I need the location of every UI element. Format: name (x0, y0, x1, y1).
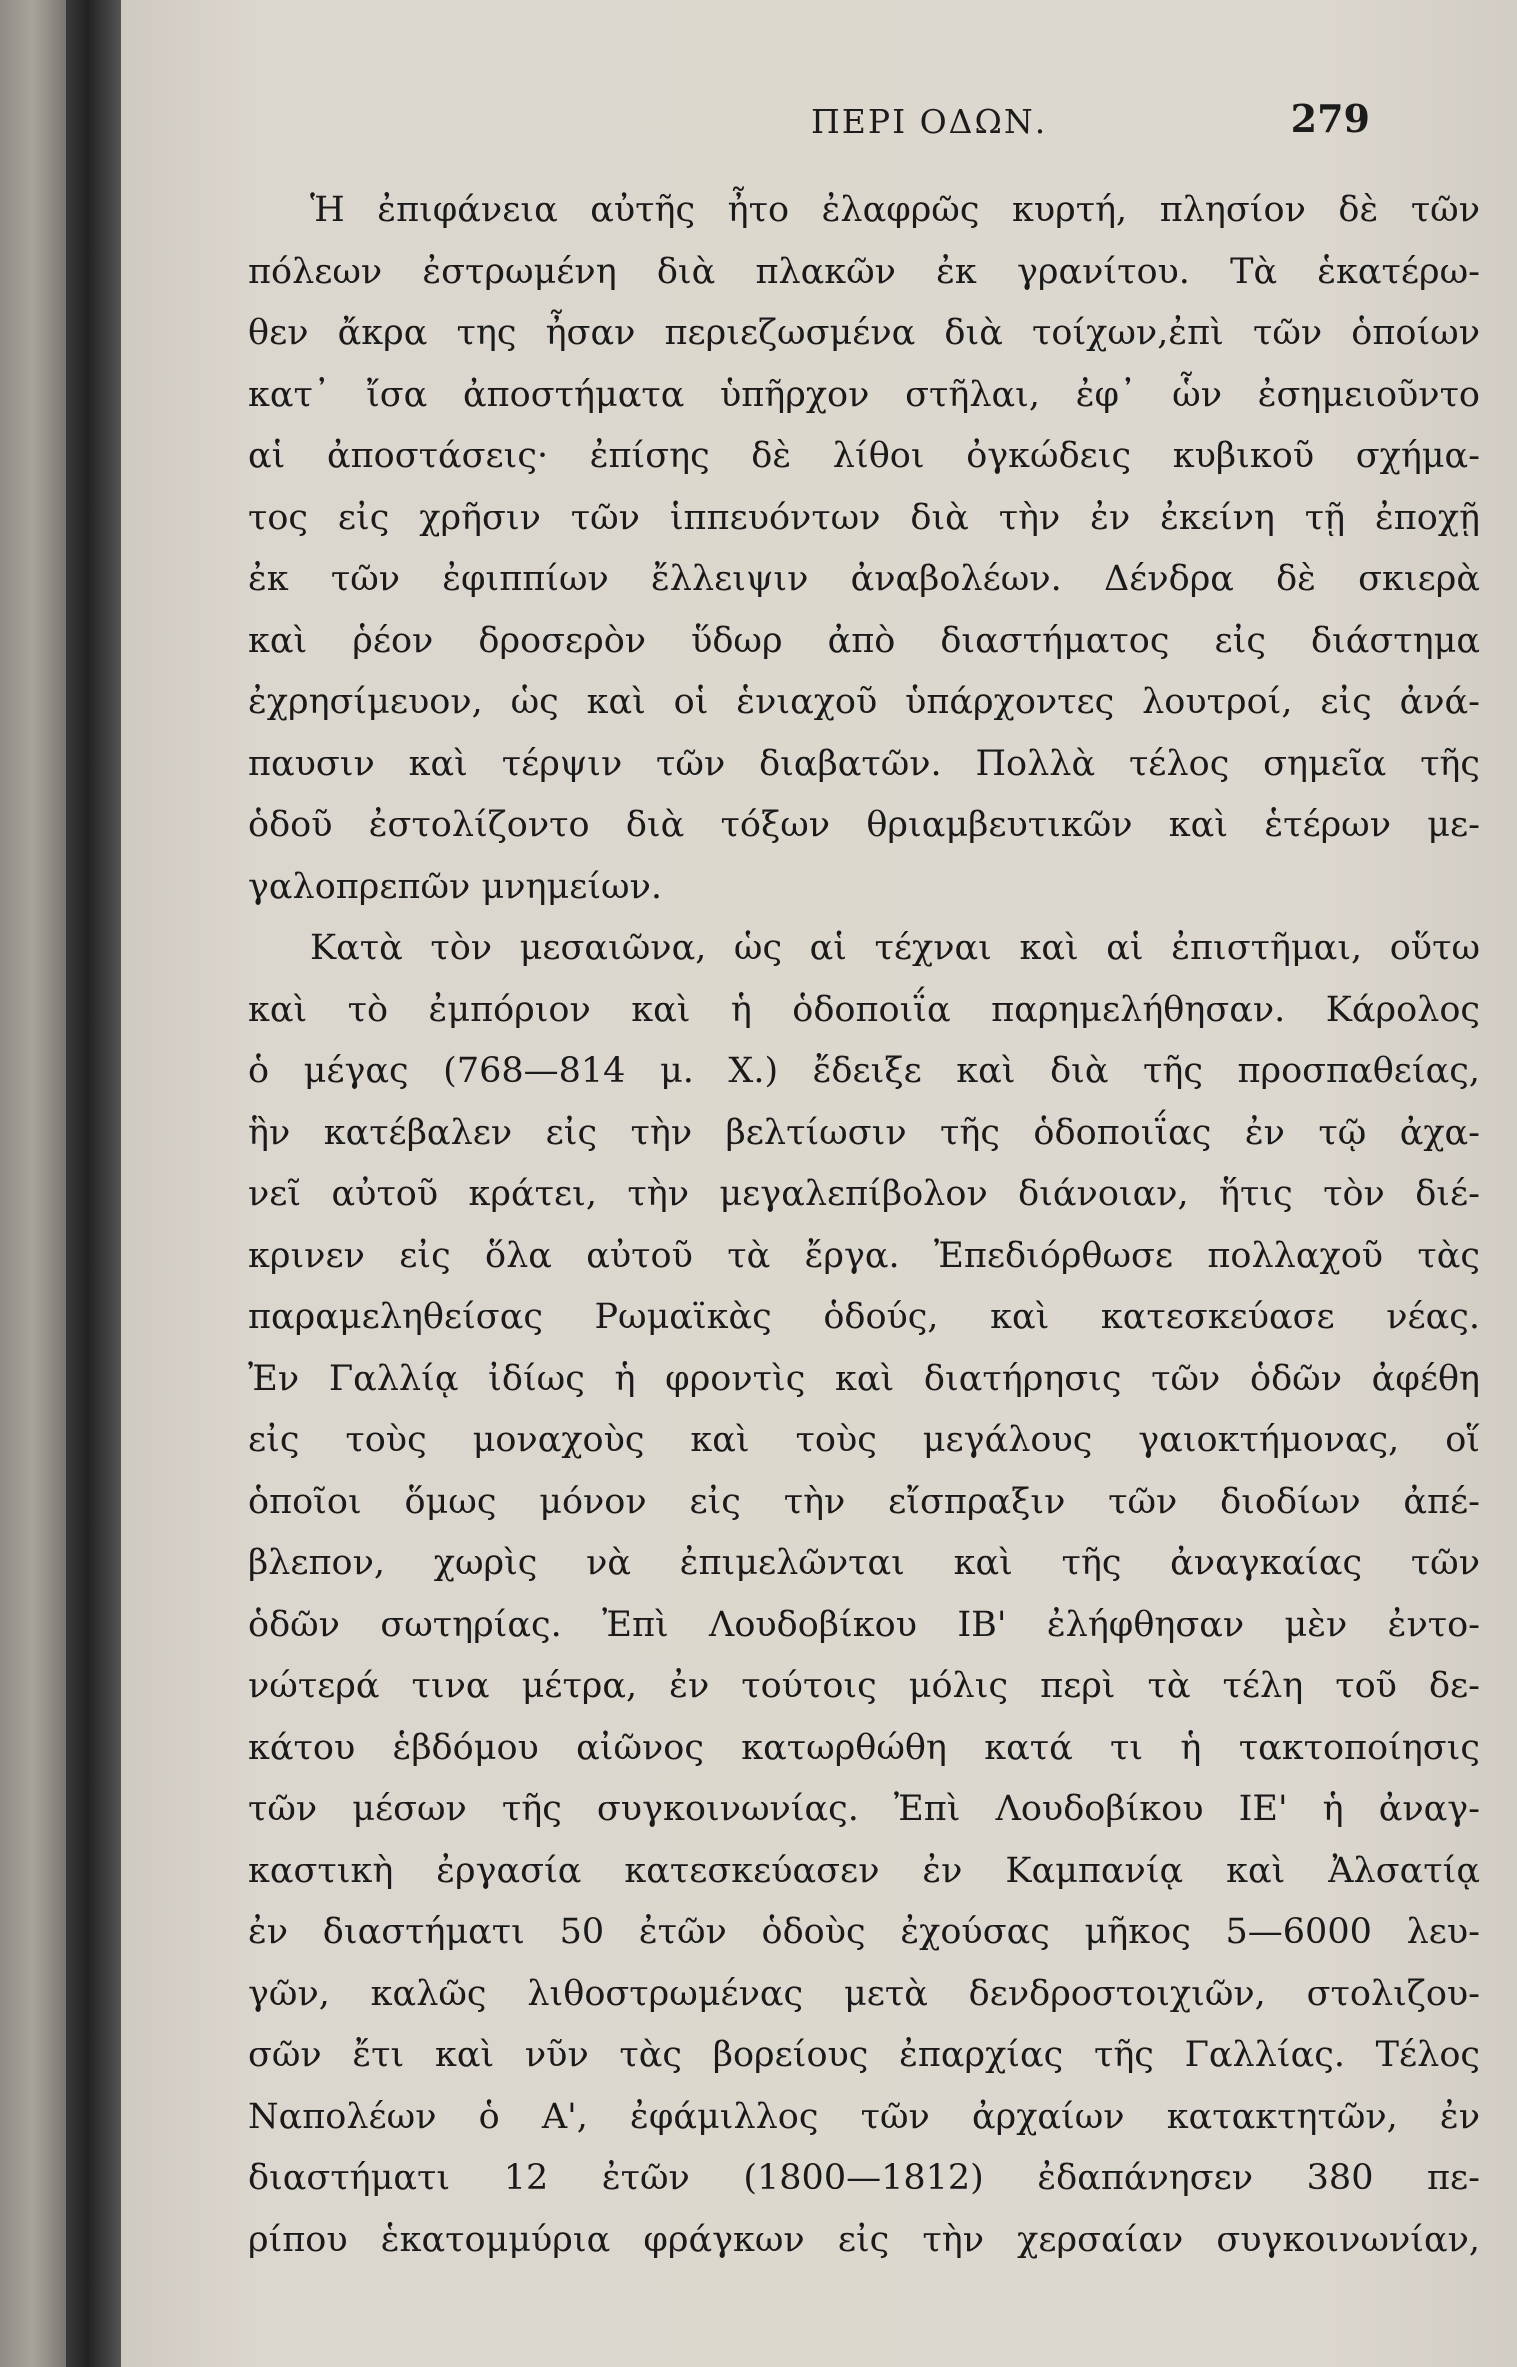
text-line: γαλοπρεπῶν μνημείων. (248, 866, 663, 907)
text-line: Κατὰ τὸν μεσαιῶνα, ὡς αἱ τέχναι καὶ αἱ ἐπιστῆμαι, οὕτω (310, 928, 1480, 968)
text-line: βλεπον, χωρὶς νὰ ἐπιμελῶνται καὶ τῆς ἀναγκαίας τῶν (248, 1543, 1480, 1583)
text-line: ὁποῖοι ὅμως μόνον εἰς τὴν εἴσπραξιν τῶν διοδίων ἀπέ- (248, 1481, 1480, 1522)
text-line: εἰς τοὺς μοναχοὺς καὶ τοὺς μεγάλους γαιοκτήμονας, οἵ (248, 1420, 1480, 1460)
text-line: θεν ἄκρα της ἦσαν περιεζωσμένα διὰ τοίχων,ἐπὶ τῶν ὁποίων (248, 313, 1480, 353)
text-line: ρίπου ἑκατομμύρια φράγκων εἰς τὴν χερσαίαν συγκοινωνίαν, (248, 2219, 1480, 2260)
text-line: Ἡ ἐπιφάνεια αὐτῆς ἦτο ἐλαφρῶς κυρτή, πλησίον δὲ τῶν (310, 190, 1480, 230)
book-binding-shadow (66, 0, 121, 2367)
text-line: σῶν ἔτι καὶ νῦν τὰς βορείους ἐπαρχίας τῆς Γαλλίας. Τέλος (248, 2035, 1480, 2075)
text-line: καὶ τὸ ἐμπόριον καὶ ἡ ὁδοποιΐα παρημελήθησαν. Κάρολος (248, 989, 1480, 1030)
page-header (121, 96, 1517, 144)
text-line: αἱ ἀποστάσεις· ἐπίσης δὲ λίθοι ὀγκώδεις κυβικοῦ σχήμα- (248, 436, 1480, 476)
running-title: ΠΕΡΙ ΟΔΩΝ. (811, 102, 1048, 141)
text-line: τος εἰς χρῆσιν τῶν ἱππευόντων διὰ τὴν ἐν ἐκείνη τῇ ἐποχῇ (248, 497, 1480, 538)
text-line: καστικὴ ἐργασία κατεσκεύασεν ἐν Καμπανίᾳ καὶ Ἀλσατίᾳ (248, 1850, 1480, 1891)
text-line: ὁδοῦ ἐστολίζοντο διὰ τόξων θριαμβευτικῶν καὶ ἑτέρων με- (248, 805, 1480, 845)
text-line: καὶ ῥέον δροσερὸν ὕδωρ ἀπὸ διαστήματος εἰς διάστημα (248, 620, 1480, 661)
text-line: κατ᾽ ἴσα ἀποστήματα ὑπῆρχον στῆλαι, ἐφ᾽ ὧν ἐσημειοῦντο (248, 374, 1480, 415)
text-line: ἐκ τῶν ἐφιππίων ἔλλειψιν ἀναβολέων. Δένδρα δὲ σκιερὰ (248, 559, 1480, 599)
book-page (121, 0, 1517, 2367)
text-line: νεῖ αὐτοῦ κράτει, τὴν μεγαλεπίβολον διάνοιαν, ἥτις τὸν διέ- (248, 1174, 1480, 1214)
text-line: πόλεων ἐστρωμένη διὰ πλακῶν ἐκ γρανίτου. Τὰ ἑκατέρω- (248, 251, 1480, 292)
text-line: ὁ μέγας (768—814 μ. Χ.) ἔδειξε καὶ διὰ τῆς προσπαθείας, (248, 1051, 1480, 1091)
text-line: ἐχρησίμευον, ὡς καὶ οἱ ἑνιαχοῦ ὑπάρχοντες λουτροί, εἰς ἀνά- (248, 682, 1480, 722)
text-line: παυσιν καὶ τέρψιν τῶν διαβατῶν. Πολλὰ τέλος σημεῖα τῆς (248, 743, 1480, 784)
text-line: τῶν μέσων τῆς συγκοινωνίας. Ἐπὶ Λουδοβίκου ΙΕ' ἡ ἀναγ- (248, 1789, 1480, 1829)
text-line: Ἐν Γαλλίᾳ ἰδίως ἡ φροντὶς καὶ διατήρησις τῶν ὁδῶν ἀφέθη (248, 1358, 1480, 1399)
text-line: κρινεν εἰς ὅλα αὐτοῦ τὰ ἔργα. Ἐπεδιόρθωσε πολλαχοῦ τὰς (248, 1235, 1480, 1276)
text-line: γῶν, καλῶς λιθοστρωμένας μετὰ δενδροστοιχιῶν, στολιζου- (248, 1973, 1480, 2014)
text-line: νώτερά τινα μέτρα, ἐν τούτοις μόλις περὶ τὰ τέλη τοῦ δε- (248, 1666, 1480, 1706)
text-line: διαστήματι 12 ἐτῶν (1800—1812) ἐδαπάνησεν 380 πε- (248, 2158, 1480, 2198)
book-spine-edge (0, 0, 66, 2367)
page-number: 279 (1290, 96, 1370, 141)
body-text (248, 180, 1480, 2271)
text-line: παραμεληθείσας Ρωμαϊκὰς ὁδούς, καὶ κατεσκεύασε νέας. (248, 1297, 1480, 1337)
text-line: Ναπολέων ὁ Α', ἐφάμιλλος τῶν ἀρχαίων κατακτητῶν, ἐν (248, 2096, 1480, 2137)
text-line: κάτου ἑβδόμου αἰῶνος κατωρθώθη κατά τι ἡ τακτοποίησις (248, 1727, 1480, 1768)
text-line: ὁδῶν σωτηρίας. Ἐπὶ Λουδοβίκου ΙΒ' ἐλήφθησαν μὲν ἐντο- (248, 1604, 1480, 1645)
text-line: ἐν διαστήματι 50 ἐτῶν ὁδοὺς ἐχούσας μῆκος 5—6000 λευ- (248, 1912, 1480, 1952)
text-line: ἣν κατέβαλεν εἰς τὴν βελτίωσιν τῆς ὁδοποιΐας ἐν τῷ ἀχα- (248, 1112, 1480, 1153)
